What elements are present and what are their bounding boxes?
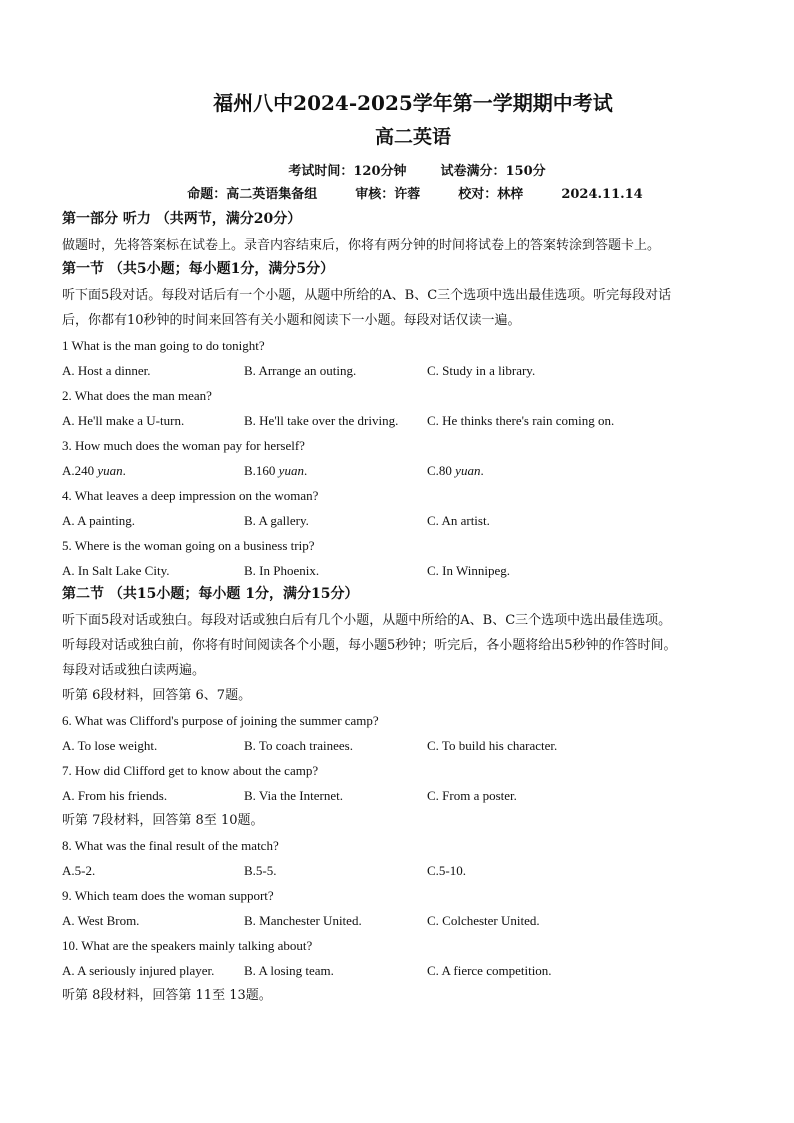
option-c: C. He thinks there's rain coming on. [427,413,615,428]
option-a: A.240 yuan. [62,463,126,478]
section2-heading: 第二节 （共15小题；每小题 1分，满分15分） [62,586,359,602]
exam-meta-row-1 [62,162,764,185]
option-a: A. To lose weight. [62,738,158,753]
option-a: A. Host a dinner. [62,363,151,378]
question-stem: 2. What does the man mean? [62,388,212,403]
currency-unit: yuan [97,463,123,478]
question-options [62,733,764,758]
question-3 [62,433,764,483]
question-options [62,408,764,433]
currency-unit: yuan [278,463,304,478]
instruction-line: 做题时，先将答案标在试卷上。录音内容结束后，你将有两分钟的时间将试卷上的答案转涂到答题卡上。 [62,238,661,253]
question-options [62,458,764,483]
option-c: C. From a poster. [427,788,517,803]
question-stem: 8. What was the final result of the match? [62,838,279,853]
option-b: B.160 yuan. [244,463,308,478]
material-note: 听第 6段材料，回答第 6、7题。 [62,688,252,703]
option-b: B. He'll take over the driving. [244,413,399,428]
option-a: A. From his friends. [62,788,168,803]
question-stem: 9. Which team does the woman support? [62,888,274,903]
exam-meta-row-2 [62,185,764,208]
option-b: B. Arrange an outing. [244,363,357,378]
option-b: B. In Phoenix. [244,563,320,578]
proofreader: 校对：林梓 [458,187,524,202]
instruction-line: 听每段对话或独白前，你将有时间阅读各个小题，每小题5秒钟；听完后，各小题将给出5秒钟的作答时间。 [62,638,677,653]
option-a: A. In Salt Lake City. [62,563,170,578]
question-stem: 7. How did Clifford get to know about the camp? [62,763,319,778]
reviewer: 审核：许蓉 [355,187,421,202]
exam-date: 2024.11.14 [561,187,643,202]
question-4 [62,483,764,533]
question-10 [62,933,764,983]
exam-title: 福州八中2024-2025学年第一学期期中考试 [213,91,613,115]
question-7 [62,758,764,808]
material-note: 听第 7段材料，回答第 8至 10题。 [62,813,264,828]
option-c: C.5-10. [427,863,466,878]
option-c: C. To build his character. [427,738,558,753]
section1-instruction [62,283,764,333]
question-stem: 10. What are the speakers mainly talking about? [62,938,313,953]
option-b: B. Manchester United. [244,913,362,928]
instruction-line: 后，你都有10秒钟的时间来回答有关小题和阅读下一小题。每段对话仅读一遍。 [62,313,521,328]
question-1 [62,333,764,383]
question-6 [62,708,764,758]
option-a: A. A seriously injured player. [62,963,215,978]
option-c: C.80 yuan. [427,463,484,478]
question-stem: 4. What leaves a deep impression on the woman? [62,488,319,503]
question-options [62,908,764,933]
option-b: B. A gallery. [244,513,309,528]
question-options [62,958,764,983]
full-score: 试卷满分：150分 [440,164,546,179]
option-c: C. An artist. [427,513,490,528]
option-b: B.5-5. [244,863,277,878]
question-2 [62,383,764,433]
option-a: A. He'll make a U-turn. [62,413,185,428]
question-stem: 3. How much does the woman pay for herself? [62,438,305,453]
question-5 [62,533,764,583]
section2-instruction [62,608,764,683]
part1-instruction [62,233,764,258]
option-b: B. A losing team. [244,963,334,978]
part1-heading: 第一部分 听力 （共两节，满分20分） [62,211,302,227]
question-stem: 1 What is the man going to do tonight? [62,338,265,353]
option-a: A. West Brom. [62,913,140,928]
question-options [62,858,764,883]
instruction-line: 听下面5段对话。每段对话后有一个小题，从题中所给的A、B、C三个选项中选出最佳选项。听完每段对话 [62,288,672,303]
option-b: B. To coach trainees. [244,738,353,753]
option-c: C. Colchester United. [427,913,540,928]
option-c: C. In Winnipeg. [427,563,511,578]
instruction-line: 听下面5段对话或独白。每段对话或独白后有几个小题，从题中所给的A、B、C三个选项中选出最佳选项。 [62,613,672,628]
question-9 [62,883,764,933]
question-stem: 6. What was Clifford's purpose of joining the summer camp? [62,713,379,728]
section1-heading: 第一节 （共5小题；每小题1分，满分5分） [62,261,335,277]
exam-subject: 高二英语 [374,126,451,148]
question-options [62,508,764,533]
option-c: C. Study in a library. [427,363,536,378]
question-stem: 5. Where is the woman going on a business trip? [62,538,315,553]
option-a: A. A painting. [62,513,135,528]
question-options [62,358,764,383]
option-a: A.5-2. [62,863,96,878]
question-options [62,558,764,583]
option-c: C. A fierce competition. [427,963,552,978]
material-note: 听第 8段材料，回答第 11至 13题。 [62,988,272,1003]
exam-time: 考试时间：120分钟 [288,164,407,179]
question-8 [62,833,764,883]
question-options [62,783,764,808]
option-b: B. Via the Internet. [244,788,343,803]
instruction-line: 每段对话或独白读两遍。 [62,663,206,678]
setter: 命题：高二英语集备组 [187,187,318,202]
currency-unit: yuan [455,463,481,478]
